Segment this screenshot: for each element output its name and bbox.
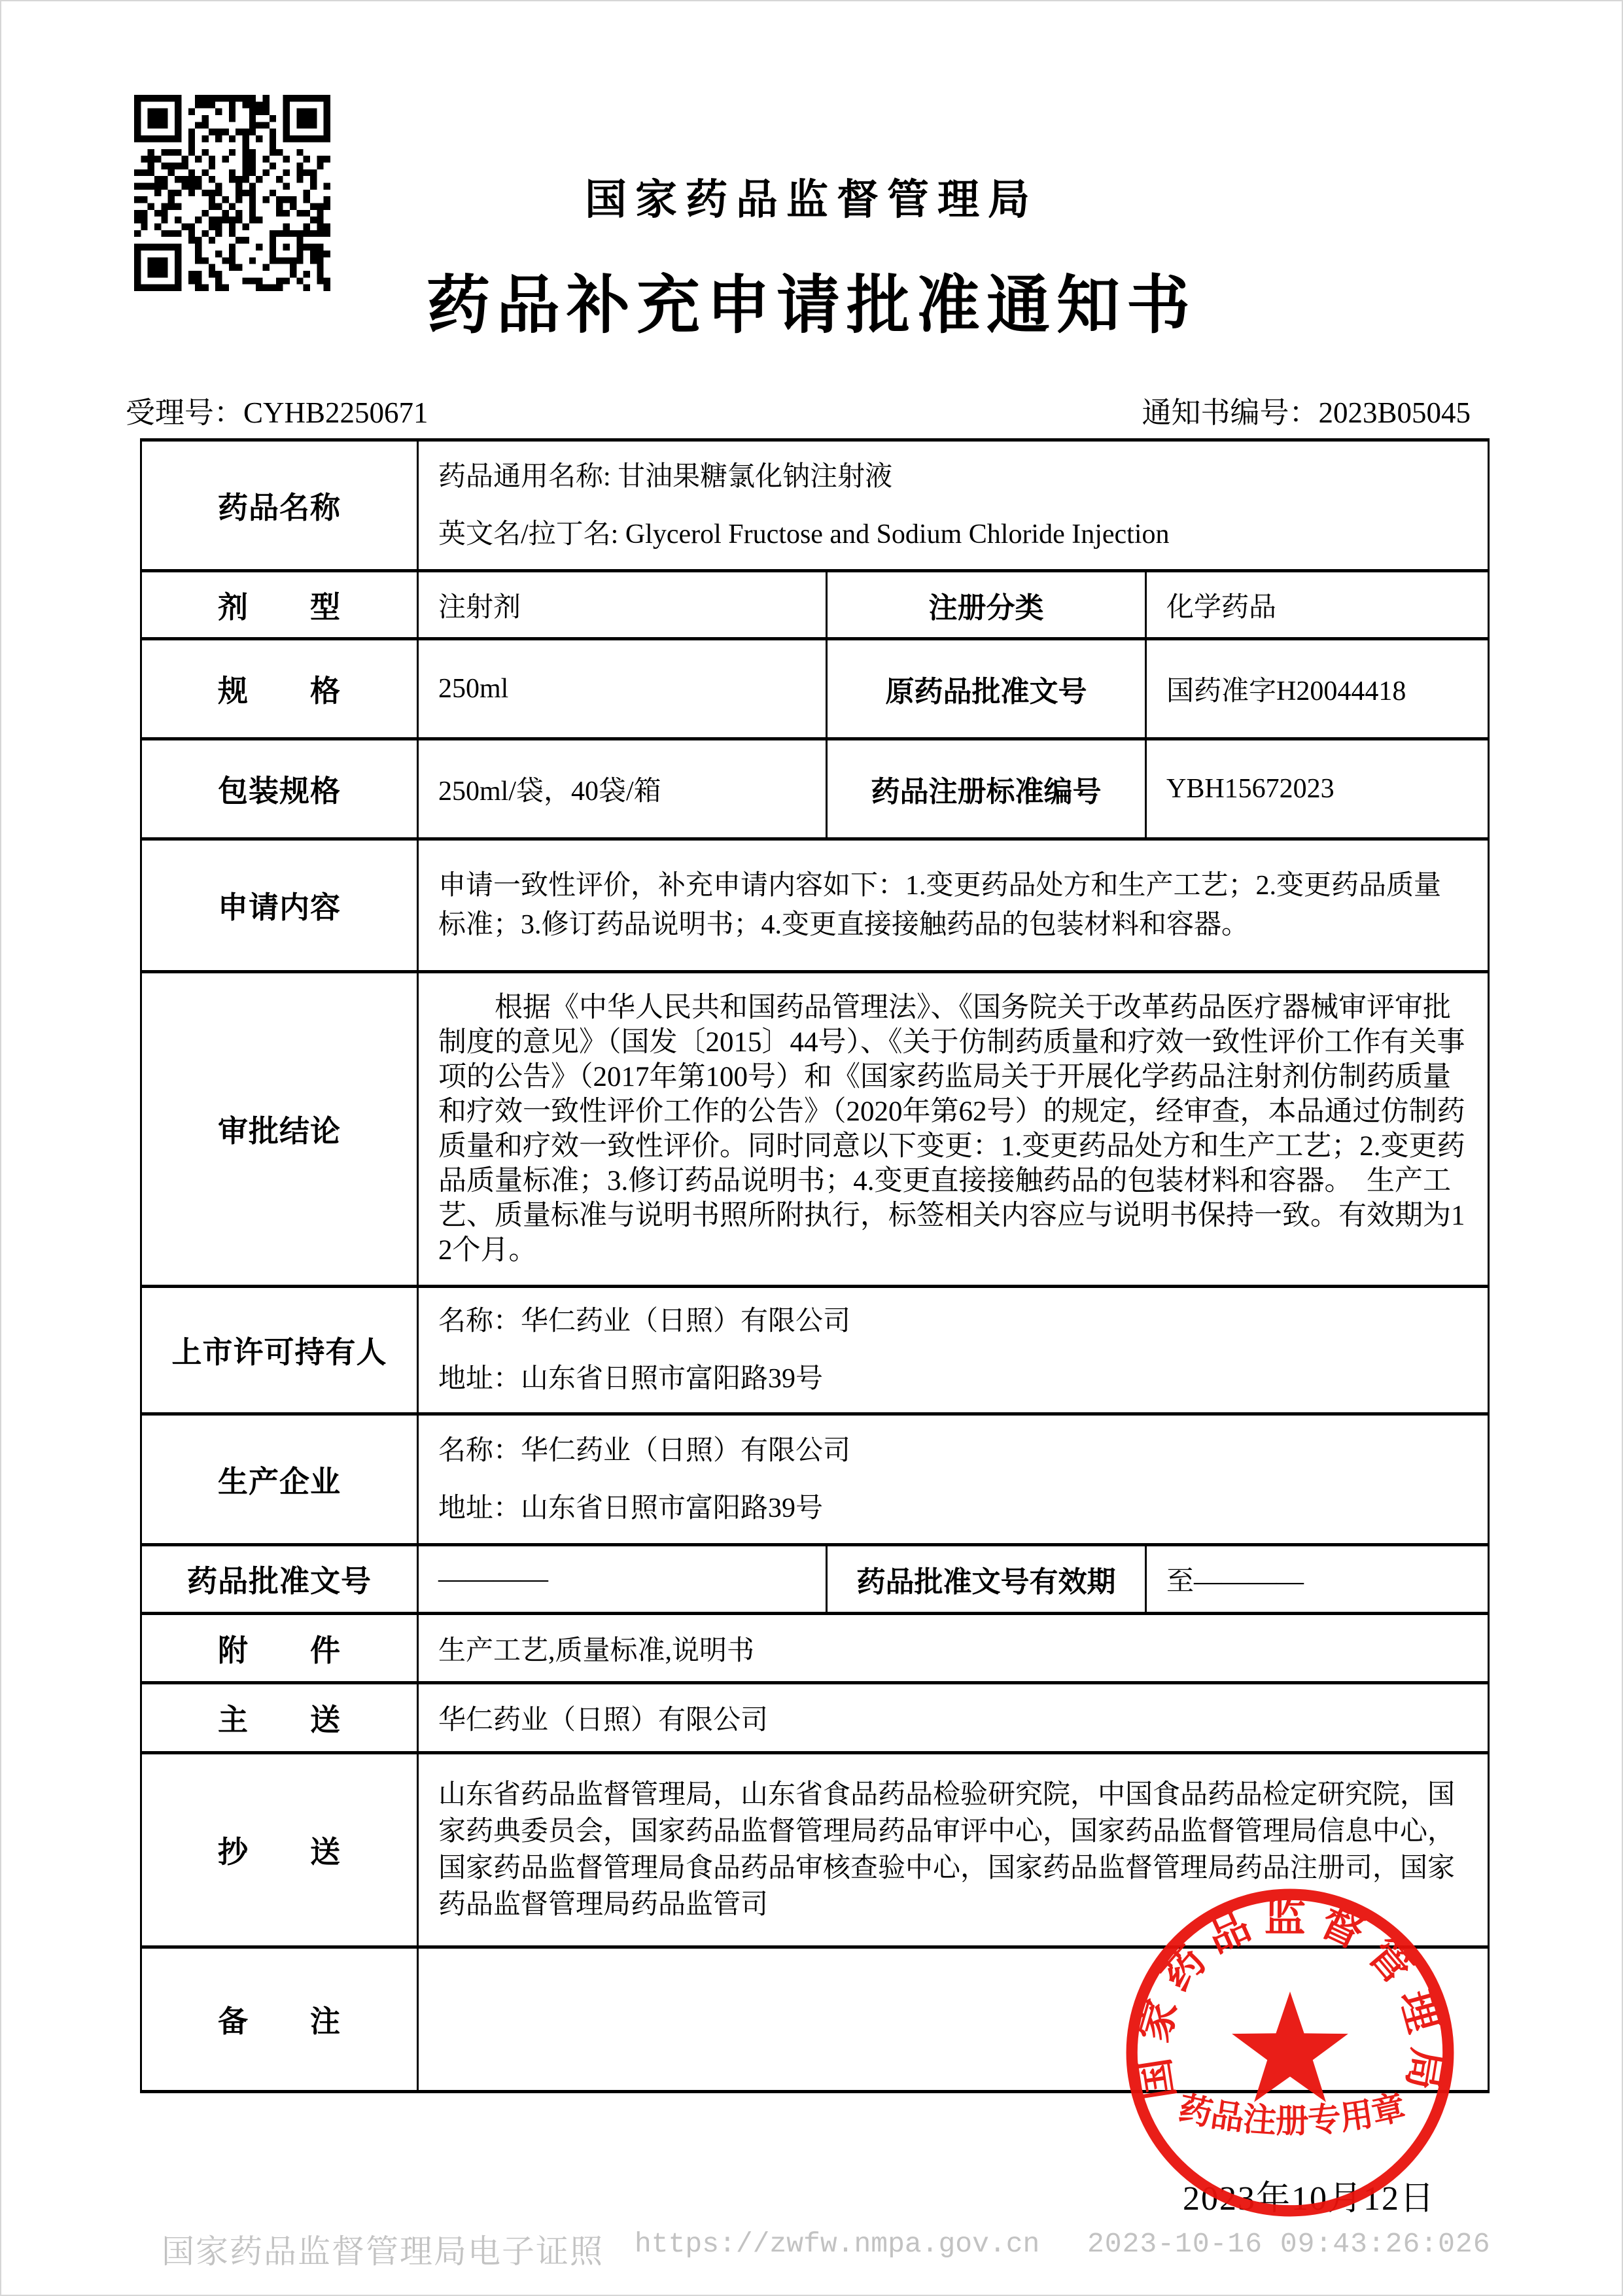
row-drug-name (141, 440, 1489, 571)
electronic-certificate-footer (1, 2225, 1622, 2270)
approval-table (140, 438, 1490, 2093)
mah-cell (418, 1287, 1489, 1414)
star-icon (1232, 1992, 1348, 2102)
application-content-label: 申请内容 (141, 839, 418, 972)
manufacturer-address-line: 地址：山东省日照市富阳路39号 (438, 1493, 824, 1523)
row-attachments (141, 1614, 1489, 1683)
english-name-value: Glycerol Fructose and Sodium Chloride Injection (625, 519, 1170, 549)
acceptance-number (126, 389, 428, 431)
main-delivery-label: 主 送 (141, 1683, 418, 1753)
mah-address-line: 地址：山东省日照市富阳路39号 (438, 1364, 824, 1394)
approval-no-validity-value: 至———— (1146, 1545, 1489, 1614)
issue-date: 2023年10月12日 (1183, 2180, 1436, 2218)
registration-class-value: 化学药品 (1146, 571, 1489, 639)
original-approval-no-value: 国药准字H20044418 (1146, 639, 1489, 739)
main-delivery-value: 华仁药业（日照）有限公司 (418, 1683, 1489, 1753)
registration-standard-no-label: 药品注册标准编号 (827, 739, 1146, 839)
dosage-form-value: 注射剂 (418, 571, 827, 639)
footer-url: https://zwfw.nmpa.gov.cn (635, 2228, 1040, 2260)
manufacturer-label: 生产企业 (141, 1414, 418, 1545)
agency-name: 国家药品监督管理局 (585, 176, 1038, 223)
manufacturer-name-line: 名称：华仁药业（日照）有限公司 (438, 1435, 851, 1466)
notice-number (1142, 389, 1471, 431)
svg-text:药品注册专用章 (1176, 2088, 1409, 2140)
specification-value: 250ml (418, 639, 827, 739)
generic-name-value: 甘油果糖氯化钠注射液 (618, 461, 893, 492)
registration-standard-no-value: YBH15672023 (1146, 739, 1489, 839)
specification-label: 规 格 (141, 639, 418, 739)
row-manufacturer (141, 1414, 1489, 1545)
seal-bottom-text: 药品注册专用章 (1175, 2088, 1409, 2140)
mah-name-line: 名称：华仁药业（日照）有限公司 (438, 1306, 851, 1336)
reference-numbers (126, 389, 1471, 431)
approval-conclusion-label: 审批结论 (141, 972, 418, 1287)
row-approval-no (141, 1545, 1489, 1614)
approval-no-label: 药品批准文号 (141, 1545, 418, 1614)
manufacturer-cell (418, 1414, 1489, 1545)
official-seal (1124, 1887, 1456, 2219)
original-approval-no-label: 原药品批准文号 (827, 639, 1146, 739)
row-specification (141, 639, 1489, 739)
cc-label: 抄 送 (141, 1753, 418, 1947)
acceptance-number-label: 受理号： (126, 396, 244, 429)
generic-name-label: 药品通用名称: (438, 461, 618, 492)
footer-timestamp: 2023-10-16 09:43:26:026 (1087, 2228, 1491, 2260)
cc-value: 山东省药品监督管理局，山东省食品药品检验研究院，中国食品药品检定研究院，国家药典委员会，国家药品监督管理局药品审评中心，国家药品监督管理局信息中心，国家药品监督管理局食品药品审核查验中心，国家药品监督管理局药品注册司，国家药品监督管理局药品监管司 (418, 1753, 1489, 1947)
application-content-value: 申请一致性评价，补充申请内容如下：1.变更药品处方和生产工艺；2.变更药品质量标准；3.修订药品说明书；4.变更直接接触药品的包装材料和容器。 (418, 839, 1489, 972)
row-mah (141, 1287, 1489, 1414)
remarks-label: 备 注 (141, 1947, 418, 2092)
approval-conclusion-value: 根据《中华人民共和国药品管理法》、《国务院关于改革药品医疗器械审评审批制度的意见》（国发〔2015〕44号）、《关于仿制药质量和疗效一致性评价工作有关事项的公告》（2017年第100号）和《国家药监局关于开展化学药品注射剂仿制药质量和疗效一致性评价工作的公告》（2020年第62号）的规定，经审查，本品通过仿制药质量和疗效一致性评价。同时同意以下变更：1.变更药品处方和生产工艺；2.变更药品质量标准；3.修订药品说明书；4.变更直接接触药品的包装材料和容器。 生产工艺、质量标准与说明书照所附执行，标签相关内容应与说明书保持一致。有效期为12个月。 (418, 972, 1489, 1287)
drug-name-cell (418, 440, 1489, 571)
row-package-spec (141, 739, 1489, 839)
row-approval-conclusion (141, 972, 1489, 1287)
document-title: 药品补充申请批准通知书 (427, 271, 1196, 341)
approval-no-validity-label: 药品批准文号有效期 (827, 1545, 1146, 1614)
dosage-form-label: 剂 型 (141, 571, 418, 639)
row-dosage-form (141, 571, 1489, 639)
seal-ring-text: 国家药品监督管理局 (1129, 1894, 1451, 2104)
attachments-value: 生产工艺,质量标准,说明书 (418, 1614, 1489, 1683)
generic-name-line (438, 448, 1468, 506)
registration-class-label: 注册分类 (827, 571, 1146, 639)
row-main-delivery (141, 1683, 1489, 1753)
notice-number-label: 通知书编号： (1142, 396, 1319, 429)
acceptance-number-value: CYHB2250671 (243, 396, 428, 429)
package-spec-label: 包装规格 (141, 739, 418, 839)
notice-number-value: 2023B05045 (1318, 396, 1471, 429)
approval-no-value: ———— (418, 1545, 827, 1614)
english-name-label: 英文名/拉丁名: (438, 519, 625, 549)
drug-name-label: 药品名称 (141, 440, 418, 571)
attachments-label: 附 件 (141, 1614, 418, 1683)
row-application-content (141, 839, 1489, 972)
footer-issuer-text: 国家药品监督管理局电子证照 (162, 2233, 604, 2270)
mah-label: 上市许可持有人 (141, 1287, 418, 1414)
package-spec-value: 250ml/袋，40袋/箱 (418, 739, 827, 839)
english-name-line (438, 506, 1468, 563)
